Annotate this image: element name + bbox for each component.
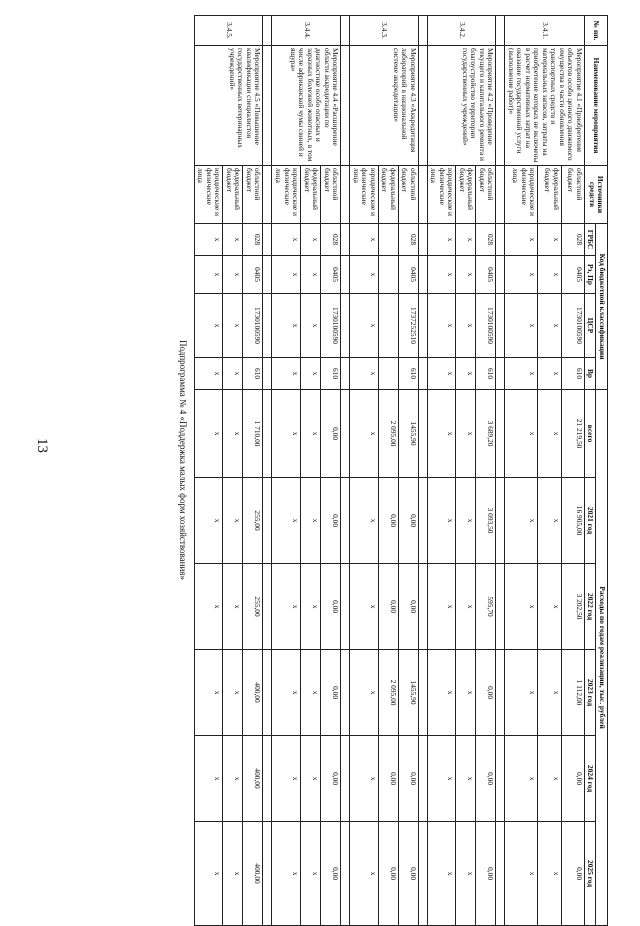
cell-rzpr: х xyxy=(350,256,379,294)
cell-y2021: 3 093,50 xyxy=(476,478,496,564)
cell-y2025: 0,00 xyxy=(561,822,584,926)
cell-y2022: х xyxy=(350,564,379,650)
cell-csr: х xyxy=(456,294,476,358)
cell-y2022: 255,00 xyxy=(243,564,263,650)
spacer-cell xyxy=(341,564,350,650)
cell-y2025: 0,00 xyxy=(321,822,341,926)
funding-source: юридические и физические лица xyxy=(194,166,223,224)
cell-total: 1455,90 xyxy=(398,390,418,478)
measure-number: 3.4.5. xyxy=(194,16,263,46)
cell-y2023: х xyxy=(505,650,538,736)
cell-total: х xyxy=(194,390,223,478)
cell-total: 1 710,00 xyxy=(243,390,263,478)
cell-total: 21 219,50 xyxy=(561,390,584,478)
spacer-cell xyxy=(341,478,350,564)
spacer-cell xyxy=(341,294,350,358)
spacer-cell xyxy=(418,166,427,224)
spacer-cell xyxy=(496,46,505,166)
cell-vr: 610 xyxy=(321,358,341,390)
spacer-cell xyxy=(418,736,427,822)
spacer-cell xyxy=(341,224,350,256)
cell-y2025: х xyxy=(456,822,476,926)
cell-y2021: х xyxy=(223,478,243,564)
col-header-total: всего xyxy=(584,390,596,478)
cell-csr: х xyxy=(301,294,321,358)
cell-total: 3 689,20 xyxy=(476,390,496,478)
cell-y2024: х xyxy=(194,736,223,822)
spacer-cell xyxy=(341,166,350,224)
cell-y2024: 0,00 xyxy=(378,736,398,822)
cell-y2021: х xyxy=(505,478,538,564)
spacer-cell xyxy=(418,390,427,478)
cell-csr: 1730100590 xyxy=(321,294,341,358)
cell-total: х xyxy=(456,390,476,478)
cell-total: х xyxy=(272,390,301,478)
cell-y2023: 2 095,00 xyxy=(378,650,398,736)
cell-y2023: х xyxy=(272,650,301,736)
spacer-cell xyxy=(418,650,427,736)
spacer-cell xyxy=(263,166,272,224)
cell-grbs: 028 xyxy=(476,224,496,256)
cell-y2025: х xyxy=(538,822,561,926)
cell-y2021: х xyxy=(427,478,456,564)
cell-y2025: 0,00 xyxy=(378,822,398,926)
cell-rzpr: 0405 xyxy=(476,256,496,294)
cell-vr: х xyxy=(350,358,379,390)
cell-grbs: х xyxy=(456,224,476,256)
funding-source: областной бюджет xyxy=(398,166,418,224)
cell-grbs: х xyxy=(194,224,223,256)
cell-total: 0,00 xyxy=(321,390,341,478)
cell-y2024: 400,00 xyxy=(243,736,263,822)
funding-source: областной бюджет xyxy=(476,166,496,224)
cell-y2024: х xyxy=(456,736,476,822)
cell-total: х xyxy=(301,390,321,478)
col-header-source: Источники средств xyxy=(584,166,607,224)
measure-number: 3.4.3. xyxy=(350,16,419,46)
cell-total: х xyxy=(538,390,561,478)
cell-y2023: 0,00 xyxy=(321,650,341,736)
cell-vr: х xyxy=(505,358,538,390)
cell-grbs: х xyxy=(505,224,538,256)
cell-y2022: 0,00 xyxy=(398,564,418,650)
cell-rzpr: 0405 xyxy=(561,256,584,294)
cell-rzpr: х xyxy=(505,256,538,294)
table-spacer-row xyxy=(341,16,350,926)
measure-number: 3.4.2. xyxy=(427,16,496,46)
cell-y2023: 1 112,00 xyxy=(561,650,584,736)
cell-y2024: х xyxy=(301,736,321,822)
cell-y2025: 0,00 xyxy=(398,822,418,926)
table-spacer-row xyxy=(496,16,505,926)
cell-y2022: х xyxy=(505,564,538,650)
cell-y2021: 16 905,00 xyxy=(561,478,584,564)
cell-y2024: х xyxy=(350,736,379,822)
spacer-cell xyxy=(496,256,505,294)
cell-y2025: 0,00 xyxy=(476,822,496,926)
subprogram-title: Подпрограмма № 4 «Поддержка малых форм хозяйствования» xyxy=(177,340,188,580)
cell-grbs xyxy=(378,224,398,256)
rotated-page-content xyxy=(88,15,608,905)
col-header-bcc: Код бюджетной классификации xyxy=(596,224,608,390)
cell-y2024: 0,00 xyxy=(476,736,496,822)
cell-vr: х xyxy=(272,358,301,390)
table-spacer-row xyxy=(263,16,272,926)
col-header-num: № пп. xyxy=(584,16,607,46)
spacer-cell xyxy=(418,478,427,564)
table-row xyxy=(243,16,263,926)
cell-y2024: 0,00 xyxy=(321,736,341,822)
cell-vr: х xyxy=(223,358,243,390)
cell-vr: 610 xyxy=(243,358,263,390)
col-header-expenses: Расходы по годам реализации, тыс. рублей xyxy=(596,390,608,926)
table-row xyxy=(321,16,341,926)
spacer-cell xyxy=(418,564,427,650)
cell-total: х xyxy=(427,390,456,478)
spacer-cell xyxy=(263,564,272,650)
cell-y2023: х xyxy=(301,650,321,736)
cell-csr: х xyxy=(223,294,243,358)
funding-source: федеральный бюджет xyxy=(456,166,476,224)
cell-grbs: 028 xyxy=(243,224,263,256)
cell-total: 2 095,00 xyxy=(378,390,398,478)
cell-y2025: х xyxy=(427,822,456,926)
spacer-cell xyxy=(341,736,350,822)
funding-source: федеральный бюджет xyxy=(223,166,243,224)
cell-rzpr xyxy=(378,256,398,294)
spacer-cell xyxy=(418,822,427,926)
col-header-2022: 2022 год xyxy=(584,564,596,650)
cell-y2024: х xyxy=(272,736,301,822)
cell-total: х xyxy=(223,390,243,478)
cell-rzpr: х xyxy=(427,256,456,294)
cell-y2021: 0,00 xyxy=(321,478,341,564)
spacer-cell xyxy=(341,650,350,736)
spacer-cell xyxy=(263,822,272,926)
cell-csr: х xyxy=(505,294,538,358)
measure-name: Мероприятие 4.3 «Аккредитация лабораторий в национальной системе аккредитации» xyxy=(350,46,419,166)
cell-y2021: 0,00 xyxy=(398,478,418,564)
cell-y2022: х xyxy=(223,564,243,650)
funding-source: областной бюджет xyxy=(321,166,341,224)
cell-csr: х xyxy=(350,294,379,358)
cell-grbs: х xyxy=(350,224,379,256)
cell-vr: х xyxy=(456,358,476,390)
cell-vr: 610 xyxy=(561,358,584,390)
spacer-cell xyxy=(496,224,505,256)
cell-y2021: 255,00 xyxy=(243,478,263,564)
spacer-cell xyxy=(418,16,427,46)
col-header-2025: 2025 год xyxy=(584,822,596,926)
spacer-cell xyxy=(496,822,505,926)
cell-rzpr: х xyxy=(223,256,243,294)
cell-y2022: х xyxy=(272,564,301,650)
cell-y2025: х xyxy=(301,822,321,926)
cell-grbs: х xyxy=(538,224,561,256)
cell-rzpr: х xyxy=(538,256,561,294)
col-header-2021: 2021 год xyxy=(584,478,596,564)
col-header-2024: 2024 год xyxy=(584,736,596,822)
spacer-cell xyxy=(418,224,427,256)
col-header-csr: ЦСР xyxy=(584,294,596,358)
cell-y2025: х xyxy=(272,822,301,926)
cell-y2022: х xyxy=(301,564,321,650)
cell-y2022: 595,70 xyxy=(476,564,496,650)
spacer-cell xyxy=(418,358,427,390)
funding-source: федеральный бюджет xyxy=(378,166,398,224)
spacer-cell xyxy=(263,46,272,166)
spacer-cell xyxy=(263,390,272,478)
cell-y2025: х xyxy=(223,822,243,926)
funding-source: юридические и физические лица xyxy=(350,166,379,224)
table-row xyxy=(398,16,418,926)
cell-y2023: 1455,90 xyxy=(398,650,418,736)
cell-y2023: х xyxy=(427,650,456,736)
measure-name: Мероприятие 4.2 «Проведение текущего и капитального ремонта и благоустройство территории государственных учреждений» xyxy=(427,46,496,166)
spacer-cell xyxy=(263,736,272,822)
cell-y2021: х xyxy=(350,478,379,564)
spacer-cell xyxy=(496,166,505,224)
spacer-cell xyxy=(496,736,505,822)
cell-csr: 1730100590 xyxy=(243,294,263,358)
cell-csr: х xyxy=(538,294,561,358)
cell-y2023: х xyxy=(223,650,243,736)
cell-y2021: х xyxy=(456,478,476,564)
page-number: 13 xyxy=(34,438,50,453)
funding-source: юридические и физические лица xyxy=(272,166,301,224)
spacer-cell xyxy=(418,256,427,294)
funding-source: юридические и физические лица xyxy=(505,166,538,224)
cell-csr: х xyxy=(194,294,223,358)
cell-y2025: х xyxy=(505,822,538,926)
spacer-cell xyxy=(496,564,505,650)
cell-rzpr: 0405 xyxy=(321,256,341,294)
cell-csr xyxy=(378,294,398,358)
cell-vr: х xyxy=(194,358,223,390)
cell-y2022: х xyxy=(456,564,476,650)
cell-csr: 1730100590 xyxy=(476,294,496,358)
cell-csr: х xyxy=(427,294,456,358)
cell-y2023: х xyxy=(538,650,561,736)
cell-vr: 610 xyxy=(398,358,418,390)
cell-grbs: х xyxy=(427,224,456,256)
measure-number: 3.4.1. xyxy=(505,16,585,46)
cell-grbs: х xyxy=(272,224,301,256)
cell-y2025: 400,00 xyxy=(243,822,263,926)
col-header-vr: Вр xyxy=(584,358,596,390)
spacer-cell xyxy=(496,294,505,358)
cell-y2021: х xyxy=(272,478,301,564)
spacer-cell xyxy=(341,16,350,46)
cell-y2022: х xyxy=(538,564,561,650)
col-header-name: Наименование мероприятия xyxy=(584,46,607,166)
spacer-cell xyxy=(496,478,505,564)
col-header-2023: 2023 год xyxy=(584,650,596,736)
funding-source: федеральный бюджет xyxy=(301,166,321,224)
cell-y2023: х xyxy=(456,650,476,736)
spacer-cell xyxy=(341,46,350,166)
funding-source: юридические и физические лица xyxy=(427,166,456,224)
spacer-cell xyxy=(263,650,272,736)
cell-vr: 610 xyxy=(476,358,496,390)
spacer-cell xyxy=(496,358,505,390)
cell-y2022: х xyxy=(427,564,456,650)
cell-y2021: 0,00 xyxy=(378,478,398,564)
cell-y2024: х xyxy=(538,736,561,822)
cell-vr xyxy=(378,358,398,390)
cell-rzpr: 0405 xyxy=(243,256,263,294)
table-row xyxy=(476,16,496,926)
cell-y2022: 0,00 xyxy=(321,564,341,650)
cell-rzpr: х xyxy=(272,256,301,294)
measure-number: 3.4.4. xyxy=(272,16,341,46)
cell-y2023: х xyxy=(194,650,223,736)
cell-vr: х xyxy=(427,358,456,390)
cell-y2023: х xyxy=(350,650,379,736)
cell-y2021: х xyxy=(301,478,321,564)
cell-grbs: 028 xyxy=(398,224,418,256)
spacer-cell xyxy=(341,822,350,926)
col-header-rzpr: Рз, Пр xyxy=(584,256,596,294)
funding-source: областной бюджет xyxy=(243,166,263,224)
spacer-cell xyxy=(263,478,272,564)
cell-grbs: х xyxy=(223,224,243,256)
cell-y2025: х xyxy=(194,822,223,926)
cell-total: х xyxy=(350,390,379,478)
spacer-cell xyxy=(496,650,505,736)
cell-y2021: х xyxy=(538,478,561,564)
cell-y2023: 400,00 xyxy=(243,650,263,736)
spacer-cell xyxy=(341,358,350,390)
spacer-cell xyxy=(263,256,272,294)
cell-y2024: х xyxy=(427,736,456,822)
funding-source: областной бюджет xyxy=(561,166,584,224)
cell-y2024: 0,00 xyxy=(561,736,584,822)
measure-name: Мероприятие 4.5 «Повышение квалификации специалистов государственных ветеринарных учреждений» xyxy=(194,46,263,166)
cell-total: х xyxy=(505,390,538,478)
cell-y2022: х xyxy=(194,564,223,650)
spacer-cell xyxy=(263,16,272,46)
col-header-grbs: ГРБС xyxy=(584,224,596,256)
cell-y2025: х xyxy=(350,822,379,926)
table-body xyxy=(194,16,584,926)
cell-vr: х xyxy=(301,358,321,390)
spacer-cell xyxy=(496,16,505,46)
cell-rzpr: х xyxy=(456,256,476,294)
measure-name: Мероприятие 4.4 «Расширение области аккредитации по диагностике особо опасных и заразных болезней животных, в том числе африканской чумы свиней и ящура» xyxy=(272,46,341,166)
cell-y2023: 0,00 xyxy=(476,650,496,736)
cell-y2022: 0,00 xyxy=(378,564,398,650)
cell-vr: х xyxy=(538,358,561,390)
spacer-cell xyxy=(341,390,350,478)
cell-y2024: х xyxy=(505,736,538,822)
funding-source: федеральный бюджет xyxy=(538,166,561,224)
cell-csr: 1737252510 xyxy=(398,294,418,358)
spacer-cell xyxy=(263,358,272,390)
cell-grbs: 028 xyxy=(561,224,584,256)
table-row xyxy=(561,16,584,926)
spacer-cell xyxy=(341,256,350,294)
cell-y2024: 0,00 xyxy=(398,736,418,822)
spacer-cell xyxy=(418,294,427,358)
cell-grbs: х xyxy=(301,224,321,256)
cell-csr: 1730100590 xyxy=(561,294,584,358)
spacer-cell xyxy=(496,390,505,478)
spacer-cell xyxy=(263,224,272,256)
cell-rzpr: 0405 xyxy=(398,256,418,294)
cell-y2021: х xyxy=(194,478,223,564)
measure-name: Мероприятие 4.1 «Приобретение объектов особо ценного движимого имущества в части обновления транспортных средств и материальных запасов, затраты на приобретение которых не включены в расчет нормативных затрат на оказание государственной услуги (выполнение работ)» xyxy=(505,46,585,166)
spacer-cell xyxy=(263,294,272,358)
cell-y2024: х xyxy=(223,736,243,822)
budget-table xyxy=(194,15,608,926)
cell-csr: х xyxy=(272,294,301,358)
spacer-cell xyxy=(418,46,427,166)
cell-rzpr: х xyxy=(301,256,321,294)
cell-y2022: 3 202,50 xyxy=(561,564,584,650)
table-spacer-row xyxy=(418,16,427,926)
cell-grbs: 028 xyxy=(321,224,341,256)
cell-rzpr: х xyxy=(194,256,223,294)
